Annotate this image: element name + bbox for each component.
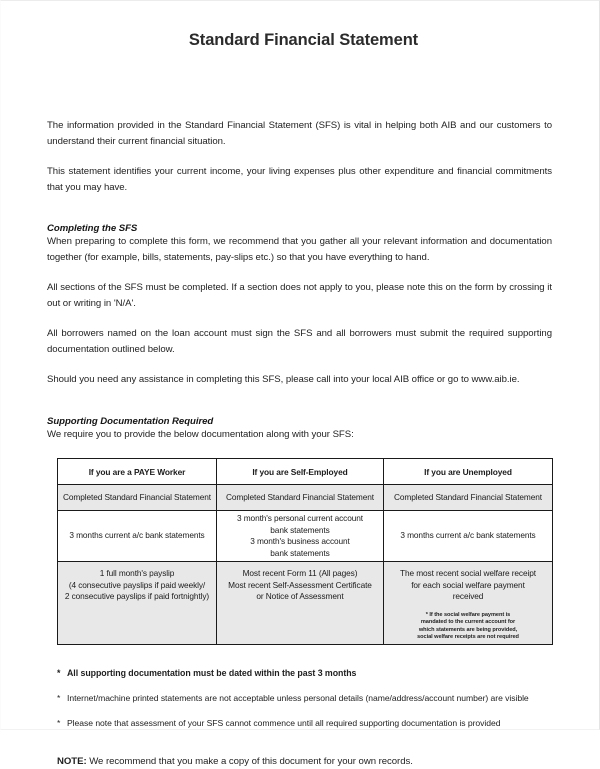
note-text: All supporting documentation must be dated within the past 3 months xyxy=(67,667,357,678)
table-header-paye: If you are a PAYE Worker xyxy=(58,459,217,485)
completing-sfs-section xyxy=(47,223,552,388)
table-cell xyxy=(217,485,384,511)
cell-footnote: * If the social welfare payment is mandated to the current account for which statements are being provided, social welfare receipts are not required xyxy=(417,611,519,641)
supporting-documentation-table xyxy=(57,458,553,645)
asterisk-icon: * xyxy=(57,667,61,678)
note-item xyxy=(57,717,552,729)
intro-paragraph-2: This statement identifies your current income, your living expenses plus other expenditure and financial commitments that you may have. xyxy=(47,166,552,193)
intro-paragraph-1: The information provided in the Standard Financial Statement (SFS) is vital in helping both AIB and our customers to understand their current financial situation. xyxy=(47,120,552,147)
table-row xyxy=(58,511,553,562)
table-row xyxy=(58,562,553,645)
note-item xyxy=(57,692,552,704)
note-text: Please note that assessment of your SFS cannot commence until all required supporting documentation is provided xyxy=(67,717,501,728)
table-header-unemployed: If you are Unemployed xyxy=(384,459,553,485)
table-row xyxy=(58,485,553,511)
completing-sfs-heading: Completing the SFS xyxy=(47,223,138,234)
completing-paragraph-2: All sections of the SFS must be completed. If a section does not apply to you, please note this on the form by crossing it out or writing in 'N/A'. xyxy=(47,282,552,309)
final-note xyxy=(47,755,552,769)
page-title: Standard Financial Statement xyxy=(188,31,419,49)
table-cell xyxy=(384,562,553,645)
cell-text: 3 months current a/c bank statements xyxy=(400,530,536,541)
final-note-label: NOTE: xyxy=(57,755,87,767)
asterisk-icon: * xyxy=(57,692,61,703)
cell-text: Most recent Form 11 (All pages) Most recent Self-Assessment Certificate or Notice of Assessment xyxy=(228,568,372,601)
table-body xyxy=(58,485,553,645)
cell-text: Completed Standard Financial Statement xyxy=(63,491,211,502)
supporting-documentation-section xyxy=(47,416,552,443)
table-header-row xyxy=(58,459,553,485)
table-cell xyxy=(58,485,217,511)
table-cell xyxy=(58,562,217,645)
intro-block xyxy=(47,118,552,195)
supporting-documentation-leadin: We require you to provide the below documentation along with your SFS: xyxy=(47,428,354,440)
cell-text: Completed Standard Financial Statement xyxy=(394,491,542,502)
table-cell xyxy=(217,511,384,562)
table-cell xyxy=(384,485,553,511)
table-cell xyxy=(384,511,553,562)
cell-text: 1 full month's payslip (4 consecutive payslips if paid weekly/ 2 consecutive payslips if paid fortnightly) xyxy=(64,568,210,601)
notes-list xyxy=(47,667,552,729)
cell-text: 3 months current a/c bank statements xyxy=(69,530,205,541)
completing-paragraph-4: Should you need any assistance in completing this SFS, please call into your local AIB office or go to www.aib.ie. xyxy=(47,374,520,385)
supporting-documentation-heading: Supporting Documentation Required xyxy=(47,415,214,427)
completing-paragraph-3: All borrowers named on the loan account must sign the SFS and all borrowers must submit the required supporting documentation outlined below. xyxy=(47,328,552,355)
cell-text: 3 month's personal current account bank statements 3 month's business account bank statements xyxy=(237,513,363,558)
table-cell xyxy=(58,511,217,562)
completing-paragraph-1: When preparing to complete this form, we recommend that you gather all your relevant information and documentation together (for example, bills, statements, pay-slips etc.) so that you have everything to hand. xyxy=(47,236,552,263)
asterisk-icon: * xyxy=(57,717,61,728)
cell-text: Completed Standard Financial Statement xyxy=(226,491,374,502)
final-note-text: We recommend that you make a copy of this document for your own records. xyxy=(86,755,413,767)
note-item xyxy=(57,667,552,679)
note-text: Internet/machine printed statements are not acceptable unless personal details (name/address/account number) are visible xyxy=(67,692,529,703)
table-header-self-employed: If you are Self-Employed xyxy=(217,459,384,485)
table-cell xyxy=(217,562,384,645)
cell-text: The most recent social welfare receipt for each social welfare payment received xyxy=(400,568,536,601)
